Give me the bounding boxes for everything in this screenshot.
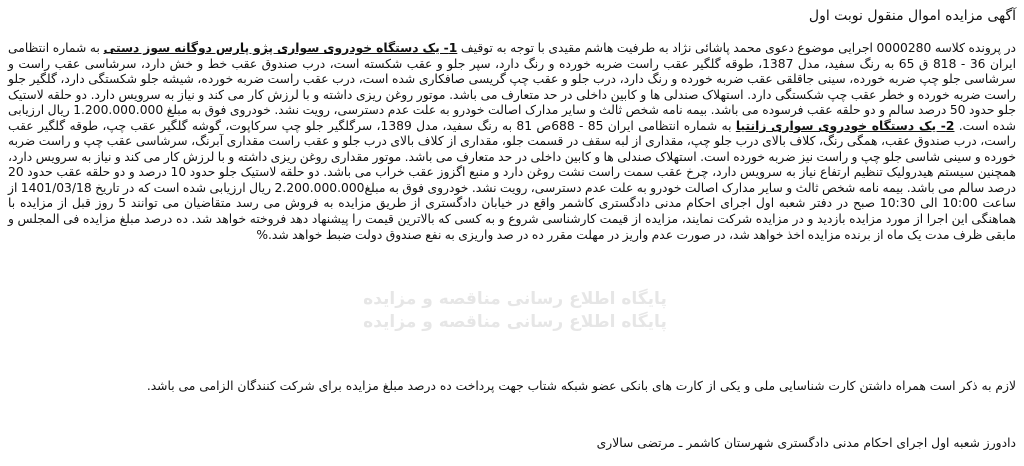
watermark-line: پایگاه اطلاع رسانی مناقصه و مزایده xyxy=(363,289,667,309)
body-intro: در پرونده کلاسه 0000280 اجرایی موضوع دعوی محمد پاشائی نژاد به طرفیت هاشم مقیدی با توجه به توقیف xyxy=(457,41,1016,55)
item-1-heading: 1- یک دستگاه خودروی سواری پژو پارس دوگانه سوز دستی xyxy=(103,41,458,55)
notice-body xyxy=(8,41,1016,243)
item-1-description: به شماره انتظامی ایران 36 - 818 ق 65 به رنگ سفید، مدل 1387، طوقه گلگیر عقب راست ضربه خورده و رنگ دارد، سپر جلو و عقب شکسته است، درب صندوق عقب خط و خش دارد، سرشاسی عقب راست و سرشاسی جلو چپ ضربه خورده، سینی جاقلقی عقب ضربه خورده و رنگ دارد، درب جلو و عقب چپ گریسی صافکاری شده است، درب عقب راست ضربه خورده، شیشه جلو شکستگی دارد، گلگیر جلو راست ضربه خورده و خطر عقب چپ شکستگی دارد. استهلاک صندلی ها و کابین داخلی در حد متعارف می باشد. موتور روغن ریزی داشته و با لرزش کار می کند و نیاز به سرویس دارد. دو حلقه لاستیک جلو حدود 50 درصد سالم و دو حلقه عقب فرسوده می باشد. بیمه نامه شخص ثالث و سایر مدارک اصالت خودرو به علت عدم دسترسی، رویت نشد. خودروی فوق به مبلغ 1.200.000.000 ریال ارزیابی شده است. xyxy=(8,41,1017,133)
watermark-line: پایگاه اطلاع رسانی مناقصه و مزایده xyxy=(363,312,667,332)
notice-title: آگهی مزایده اموال منقول نوبت اول xyxy=(808,8,1016,24)
notice-signature: دادورز شعبه اول اجرای احکام مدنی دادگستری شهرستان کاشمر ـ مرتضی سالاری xyxy=(596,436,1016,450)
notice-note: لازم به ذکر است همراه داشتن کارت شناسایی ملی و یکی از کارت های بانکی عضو شبکه شتاب جهت پرداخت ده درصد مبلغ مزایده برای شرکت کنندگان الزامی می باشد. xyxy=(146,379,1016,393)
watermark xyxy=(300,288,730,334)
item-2-description: به شماره انتظامی ایران 85 - 688ص 81 به رنگ سفید، مدل 1389، سرگلگیر جلو چپ سرکاپوت، گوشه گلگیر عقب چپ، طوقه گلگیر عقب راست، درب صندوق عقب، همگی رنگ، کلاف بالای درب جلو چپ، مقداری از لبه سقف در قسمت جلو، مقداری از کلاف بالای درب جلو و عقب راست مقداری آبرنگ، سرشاسی عقب چپ و راست ضربه خورده و سینی شاسی جلو چپ و راست نیز ضربه خورده است. استهلاک صندلی ها و کابین داخلی در حد متعارف می باشد. موتور مقداری روغن ریزی داشته و با لرزش کار می کند و نیاز به سرویس دارد، همچنین سیستم هیدرولیک تنظیم ارتفاع نیاز به سرویس دارد، چرخ عقب سمت راست نشت روغن دارد و منبع اگزوز عقب خراب می باشد. دو حلقه لاستیک جلو حدود 10 درصد و دو حلقه عقب حدود 20 درصد سالم می باشد. بیمه نامه شخص ثالث و سایر مدارک اصالت خودرو به علت عدم دسترسی، رویت نشد. خودروی فوق به مبلغ2.200.000.000 ریال ارزیابی شده است که در تاریخ 1401/03/18 از ساعت 10:00 الی 10:30 صبح در دفتر شعبه اول اجرای احکام مدنی دادگستری کاشمر واقع در خیابان دادگستری از طریق مزایده به فروش می رسد متقاضیان می توانند 5 روز قبل از مزایده با هماهنگی این اجرا از مورد مزایده بازدید و در مزایده شرکت نمایند، مزایده از قیمت کارشناسی شروع و به کسی که بالاترین قیمت را پیشنهاد دهد فروخته خواهد شد. ده درصد مبلغ مزایده فی المجلس و مابقی ظرف مدت یک ماه از برنده مزایده اخذ خواهد شد، در صورت عدم واریز در مهلت مقرر ده در صد واریزی به نفع صندوق دولت ضبط خواهد شد.% xyxy=(8,118,1017,242)
item-2-heading: 2- یک دستگاه خودروی سواری زانتیا xyxy=(735,118,955,133)
